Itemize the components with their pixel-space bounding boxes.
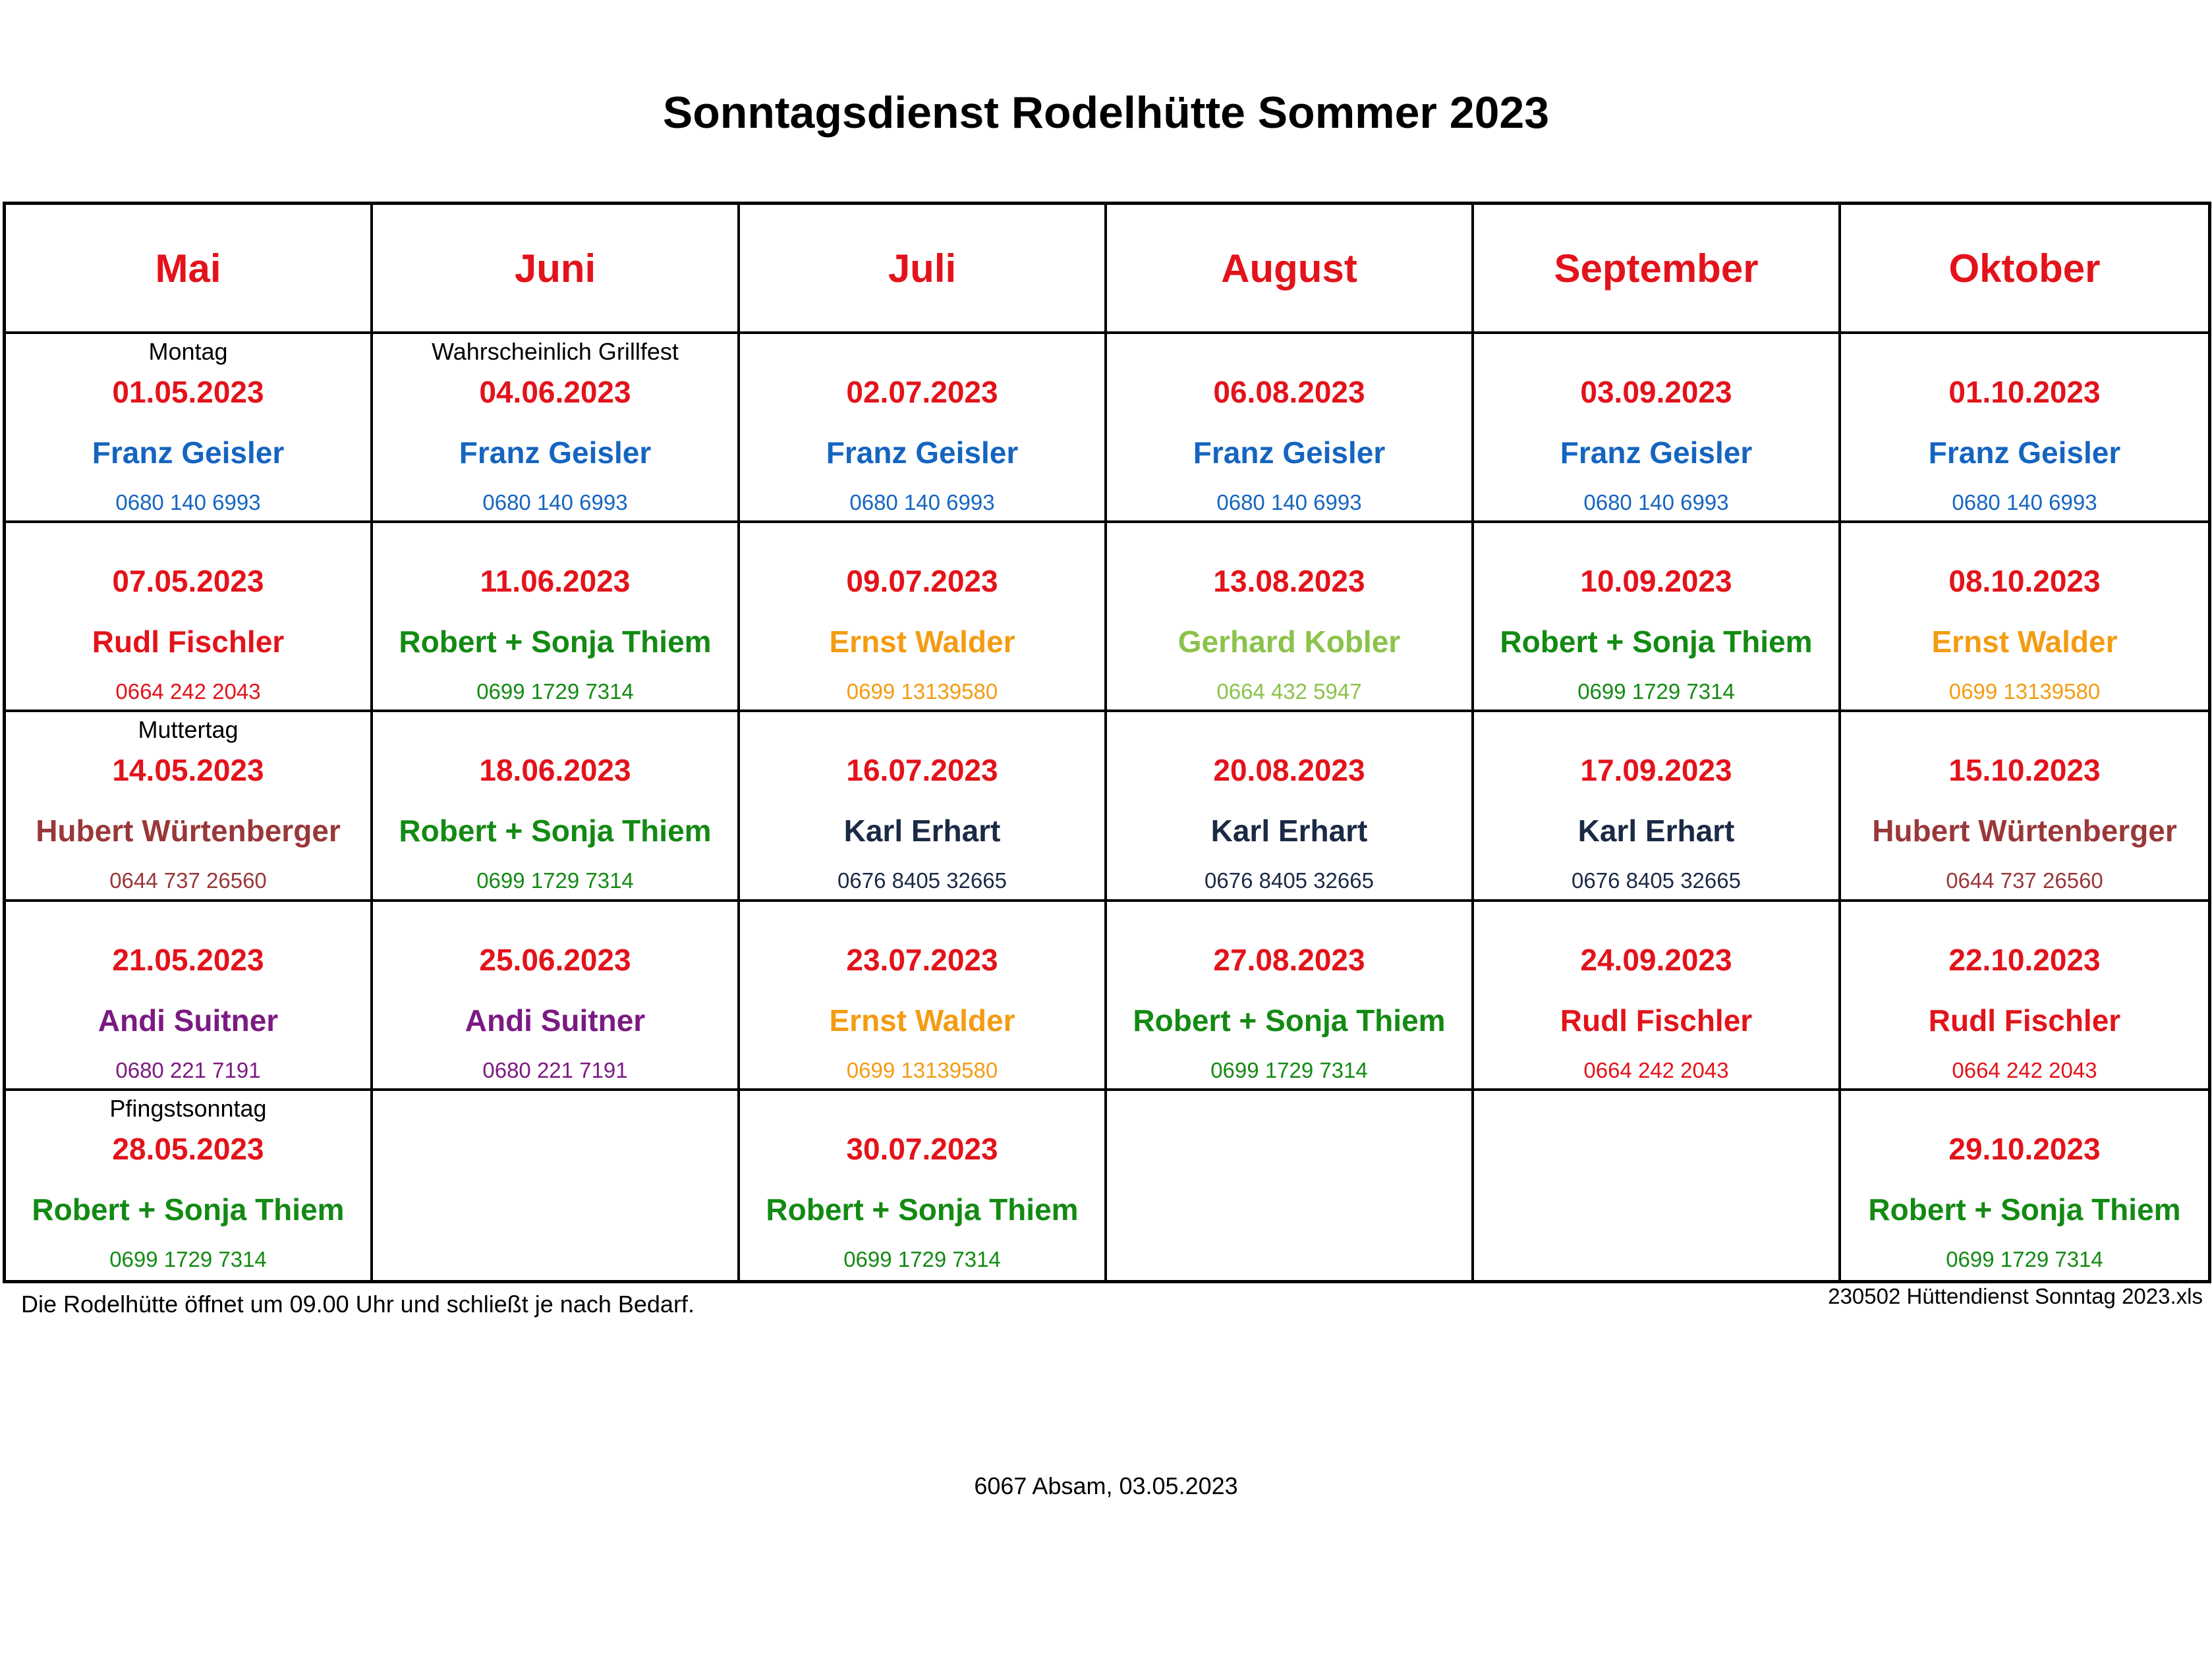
schedule-cell — [373, 712, 740, 901]
person-name: Gerhard Kobler — [1177, 625, 1401, 659]
service-date: 15.10.2023 — [1948, 753, 2101, 788]
schedule-cell — [373, 1091, 740, 1280]
phone-number: 0644 737 26560 — [1946, 868, 2103, 893]
person-name: Franz Geisler — [1928, 435, 2121, 470]
phone-number: 0680 140 6993 — [115, 490, 261, 515]
person-name: Robert + Sonja Thiem — [32, 1192, 345, 1227]
service-date: 29.10.2023 — [1948, 1131, 2101, 1166]
schedule-cell — [373, 902, 740, 1091]
schedule-cell — [1841, 523, 2208, 712]
phone-number: 0699 1729 7314 — [843, 1246, 1001, 1271]
person-name: Rudl Fischler — [92, 625, 285, 659]
service-date: 16.07.2023 — [846, 753, 998, 788]
month-header: August — [1107, 205, 1474, 334]
schedule-cell — [1841, 1091, 2208, 1280]
schedule-cell — [6, 334, 373, 523]
person-name: Robert + Sonja Thiem — [399, 625, 712, 659]
schedule-table — [3, 202, 2211, 1283]
schedule-cell — [1474, 523, 1841, 712]
person-name: Rudl Fischler — [1928, 1003, 2121, 1038]
service-date: 23.07.2023 — [846, 942, 998, 977]
month-header: Juni — [373, 205, 740, 334]
phone-number: 0680 140 6993 — [482, 490, 628, 515]
schedule-cell — [6, 712, 373, 901]
service-date: 01.05.2023 — [112, 375, 264, 409]
person-name: Hubert Würtenberger — [36, 814, 341, 849]
service-date: 08.10.2023 — [1948, 564, 2101, 599]
service-date: 13.08.2023 — [1213, 564, 1365, 599]
schedule-cell — [1107, 1091, 1474, 1280]
person-name: Ernst Walder — [829, 625, 1015, 659]
schedule-cell — [740, 1091, 1107, 1280]
person-name: Franz Geisler — [1193, 435, 1386, 470]
person-name: Karl Erhart — [1577, 814, 1735, 849]
opening-hours-note: Die Rodelhütte öffnet um 09.00 Uhr und schließt je nach Bedarf. — [21, 1291, 695, 1318]
phone-number: 0680 140 6993 — [1583, 490, 1729, 515]
person-name: Robert + Sonja Thiem — [766, 1192, 1079, 1227]
schedule-cell — [1841, 334, 2208, 523]
service-date: 20.08.2023 — [1213, 753, 1365, 788]
phone-number: 0699 1729 7314 — [1577, 679, 1735, 704]
schedule-cell — [1107, 334, 1474, 523]
service-date: 06.08.2023 — [1213, 375, 1365, 409]
schedule-cell — [1474, 1091, 1841, 1280]
service-date: 24.09.2023 — [1580, 942, 1732, 977]
person-name: Robert + Sonja Thiem — [1500, 625, 1813, 659]
person-name: Andi Suitner — [98, 1003, 279, 1038]
service-date: 09.07.2023 — [846, 564, 998, 599]
month-header: Oktober — [1841, 205, 2208, 334]
phone-number: 0676 8405 32665 — [1205, 868, 1374, 893]
phone-number: 0699 13139580 — [1948, 679, 2101, 704]
service-date: 21.05.2023 — [112, 942, 264, 977]
day-note: Wahrscheinlich Grillfest — [432, 338, 679, 365]
phone-number: 0664 432 5947 — [1216, 679, 1362, 704]
service-date: 17.09.2023 — [1580, 753, 1732, 788]
phone-number: 0699 1729 7314 — [476, 679, 634, 704]
person-name: Franz Geisler — [1560, 435, 1753, 470]
day-note: Muttertag — [138, 716, 239, 744]
service-date: 07.05.2023 — [112, 564, 264, 599]
phone-number: 0680 221 7191 — [115, 1057, 261, 1082]
schedule-cell — [1107, 712, 1474, 901]
person-name: Andi Suitner — [465, 1003, 646, 1038]
service-date: 25.06.2023 — [479, 942, 631, 977]
service-date: 01.10.2023 — [1948, 375, 2101, 409]
day-note: Montag — [148, 338, 228, 365]
place-date: 6067 Absam, 03.05.2023 — [974, 1472, 1238, 1499]
day-note: Pfingstsonntag — [109, 1094, 267, 1122]
person-name: Ernst Walder — [1931, 625, 2118, 659]
schedule-cell — [1474, 902, 1841, 1091]
service-date: 28.05.2023 — [112, 1131, 264, 1166]
person-name: Rudl Fischler — [1560, 1003, 1753, 1038]
phone-number: 0699 1729 7314 — [1210, 1057, 1368, 1082]
phone-number: 0676 8405 32665 — [837, 868, 1007, 893]
phone-number: 0664 242 2043 — [115, 679, 261, 704]
person-name: Franz Geisler — [459, 435, 652, 470]
service-date: 22.10.2023 — [1948, 942, 2101, 977]
phone-number: 0699 1729 7314 — [476, 868, 634, 893]
person-name: Ernst Walder — [829, 1003, 1015, 1038]
schedule-cell — [740, 902, 1107, 1091]
phone-number: 0664 242 2043 — [1952, 1057, 2097, 1082]
person-name: Robert + Sonja Thiem — [1133, 1003, 1446, 1038]
phone-number: 0699 1729 7314 — [109, 1246, 267, 1271]
person-name: Franz Geisler — [92, 435, 285, 470]
person-name: Karl Erhart — [1210, 814, 1368, 849]
schedule-cell — [740, 523, 1107, 712]
schedule-cell — [1474, 712, 1841, 901]
service-date: 30.07.2023 — [846, 1131, 998, 1166]
phone-number: 0699 13139580 — [846, 679, 998, 704]
person-name: Robert + Sonja Thiem — [399, 814, 712, 849]
schedule-cell — [373, 523, 740, 712]
phone-number: 0680 140 6993 — [1216, 490, 1362, 515]
person-name: Robert + Sonja Thiem — [1868, 1192, 2181, 1227]
service-date: 10.09.2023 — [1580, 564, 1732, 599]
phone-number: 0680 140 6993 — [1952, 490, 2097, 515]
schedule-cell — [740, 712, 1107, 901]
phone-number: 0676 8405 32665 — [1572, 868, 1741, 893]
file-name: 230502 Hüttendienst Sonntag 2023.xls — [1828, 1284, 2203, 1308]
schedule-cell — [1841, 902, 2208, 1091]
month-header: Mai — [6, 205, 373, 334]
phone-number: 0664 242 2043 — [1583, 1057, 1729, 1082]
service-date: 27.08.2023 — [1213, 942, 1365, 977]
service-date: 14.05.2023 — [112, 753, 264, 788]
service-date: 03.09.2023 — [1580, 375, 1732, 409]
page-title: Sonntagsdienst Rodelhütte Sommer 2023 — [662, 88, 1550, 138]
phone-number: 0644 737 26560 — [109, 868, 267, 893]
phone-number: 0699 13139580 — [846, 1057, 998, 1082]
schedule-cell — [1107, 902, 1474, 1091]
service-date: 02.07.2023 — [846, 375, 998, 409]
service-date: 11.06.2023 — [480, 564, 631, 599]
schedule-cell — [373, 334, 740, 523]
service-date: 04.06.2023 — [479, 375, 631, 409]
phone-number: 0699 1729 7314 — [1946, 1246, 2103, 1271]
person-name: Karl Erhart — [843, 814, 1001, 849]
schedule-cell — [1107, 523, 1474, 712]
month-header: September — [1474, 205, 1841, 334]
schedule-cell — [6, 523, 373, 712]
service-date: 18.06.2023 — [479, 753, 631, 788]
schedule-cell — [6, 1091, 373, 1280]
schedule-cell — [740, 334, 1107, 523]
phone-number: 0680 140 6993 — [849, 490, 995, 515]
schedule-cell — [1474, 334, 1841, 523]
month-header: Juli — [740, 205, 1107, 334]
phone-number: 0680 221 7191 — [482, 1057, 628, 1082]
schedule-cell — [1841, 712, 2208, 901]
person-name: Hubert Würtenberger — [1872, 814, 2177, 849]
schedule-cell — [6, 902, 373, 1091]
person-name: Franz Geisler — [826, 435, 1019, 470]
